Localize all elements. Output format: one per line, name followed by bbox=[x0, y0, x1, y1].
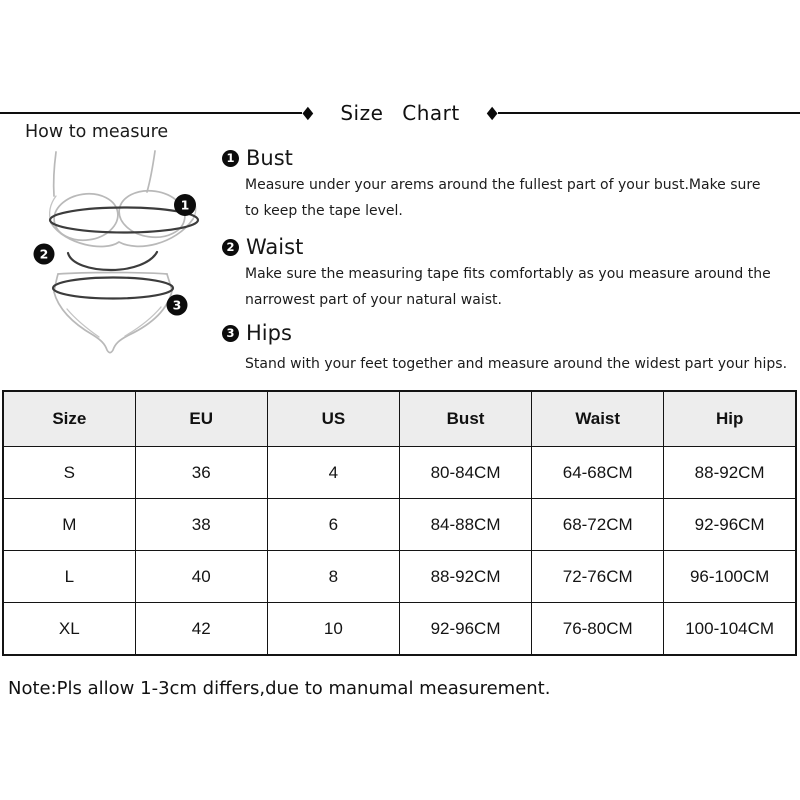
bikini-bottom-top-edge bbox=[58, 273, 167, 275]
size-row-l bbox=[3, 551, 796, 603]
cell-waist: 76-80CM bbox=[532, 603, 664, 656]
cell-us: 6 bbox=[267, 499, 399, 551]
svg-text:1: 1 bbox=[180, 197, 190, 213]
bust-tape-line bbox=[50, 208, 198, 233]
section-description bbox=[245, 262, 794, 313]
cell-bust: 92-96CM bbox=[399, 603, 531, 656]
section-label: Waist bbox=[246, 235, 304, 259]
cell-us: 8 bbox=[267, 551, 399, 603]
hip-tape-line bbox=[53, 278, 173, 299]
column-header-bust: Bust bbox=[399, 391, 531, 447]
measure-section-bust bbox=[222, 146, 794, 224]
cell-bust: 80-84CM bbox=[399, 447, 531, 499]
bikini-measure-illustration bbox=[15, 147, 230, 362]
waist-tape-line bbox=[68, 252, 157, 270]
cell-waist: 64-68CM bbox=[532, 447, 664, 499]
header-rule-left bbox=[0, 112, 302, 114]
svg-text:2: 2 bbox=[39, 246, 49, 262]
cell-bust: 88-92CM bbox=[399, 551, 531, 603]
bikini-bottom-side-right bbox=[167, 274, 172, 291]
number-badge-icon: 1 bbox=[222, 150, 239, 167]
cell-hip: 88-92CM bbox=[664, 447, 796, 499]
measure-section-hips bbox=[222, 321, 794, 378]
size-table-header-row bbox=[3, 391, 796, 447]
header-rule-right bbox=[498, 112, 800, 114]
size-table bbox=[2, 390, 797, 656]
column-header-us: US bbox=[267, 391, 399, 447]
diamond-icon: ◆ bbox=[302, 103, 314, 123]
bikini-bottom-outline bbox=[54, 291, 172, 353]
cell-us: 4 bbox=[267, 447, 399, 499]
description-line: Make sure the measuring tape fits comfortably as you measure around the bbox=[245, 266, 771, 282]
column-header-size: Size bbox=[3, 391, 135, 447]
cell-hip: 92-96CM bbox=[664, 499, 796, 551]
section-description bbox=[245, 173, 794, 224]
cell-size: M bbox=[3, 499, 135, 551]
note-text: Note:Pls allow 1-3cm differs,due to manumal measurement. bbox=[8, 678, 551, 699]
cell-waist: 72-76CM bbox=[532, 551, 664, 603]
figure-marker-bust bbox=[174, 194, 196, 216]
cell-size: S bbox=[3, 447, 135, 499]
cell-size: L bbox=[3, 551, 135, 603]
bikini-strap-left bbox=[54, 152, 56, 196]
bikini-strap-right bbox=[147, 151, 155, 192]
cell-hip: 96-100CM bbox=[664, 551, 796, 603]
cell-eu: 38 bbox=[135, 499, 267, 551]
measure-section-waist bbox=[222, 235, 794, 313]
cell-us: 10 bbox=[267, 603, 399, 656]
cell-eu: 36 bbox=[135, 447, 267, 499]
section-description bbox=[245, 352, 794, 378]
cell-size: XL bbox=[3, 603, 135, 656]
section-heading bbox=[222, 321, 794, 345]
page-title: Size Chart bbox=[340, 101, 460, 125]
column-header-hip: Hip bbox=[664, 391, 796, 447]
bikini-cup-left bbox=[51, 190, 121, 244]
section-heading bbox=[222, 146, 794, 170]
description-line: narrowest part of your natural waist. bbox=[245, 291, 502, 308]
column-header-eu: EU bbox=[135, 391, 267, 447]
number-badge-icon: 2 bbox=[222, 239, 239, 256]
figure-marker-hips bbox=[167, 295, 188, 316]
number-badge-icon: 3 bbox=[222, 325, 239, 342]
description-line: Measure under your arems around the fullest part of your bust.Make sure bbox=[245, 177, 761, 193]
size-row-xl bbox=[3, 603, 796, 656]
column-header-waist: Waist bbox=[532, 391, 664, 447]
section-label: Bust bbox=[246, 146, 293, 170]
bikini-bottom-inner-right bbox=[125, 307, 161, 336]
cell-eu: 42 bbox=[135, 603, 267, 656]
size-row-m bbox=[3, 499, 796, 551]
figure-marker-waist bbox=[34, 244, 55, 265]
how-to-measure-heading: How to measure bbox=[25, 122, 169, 142]
section-heading bbox=[222, 235, 794, 259]
diamond-icon: ◆ bbox=[486, 103, 498, 123]
section-label: Hips bbox=[246, 321, 292, 345]
description-line: Stand with your feet together and measure around the widest part your hips. bbox=[245, 356, 788, 372]
cell-bust: 84-88CM bbox=[399, 499, 531, 551]
description-line: to keep the tape level. bbox=[245, 202, 403, 219]
size-row-s bbox=[3, 447, 796, 499]
cell-eu: 40 bbox=[135, 551, 267, 603]
cell-waist: 68-72CM bbox=[532, 499, 664, 551]
cell-hip: 100-104CM bbox=[664, 603, 796, 656]
bikini-bottom-inner-left bbox=[67, 309, 99, 337]
svg-text:3: 3 bbox=[172, 297, 182, 313]
